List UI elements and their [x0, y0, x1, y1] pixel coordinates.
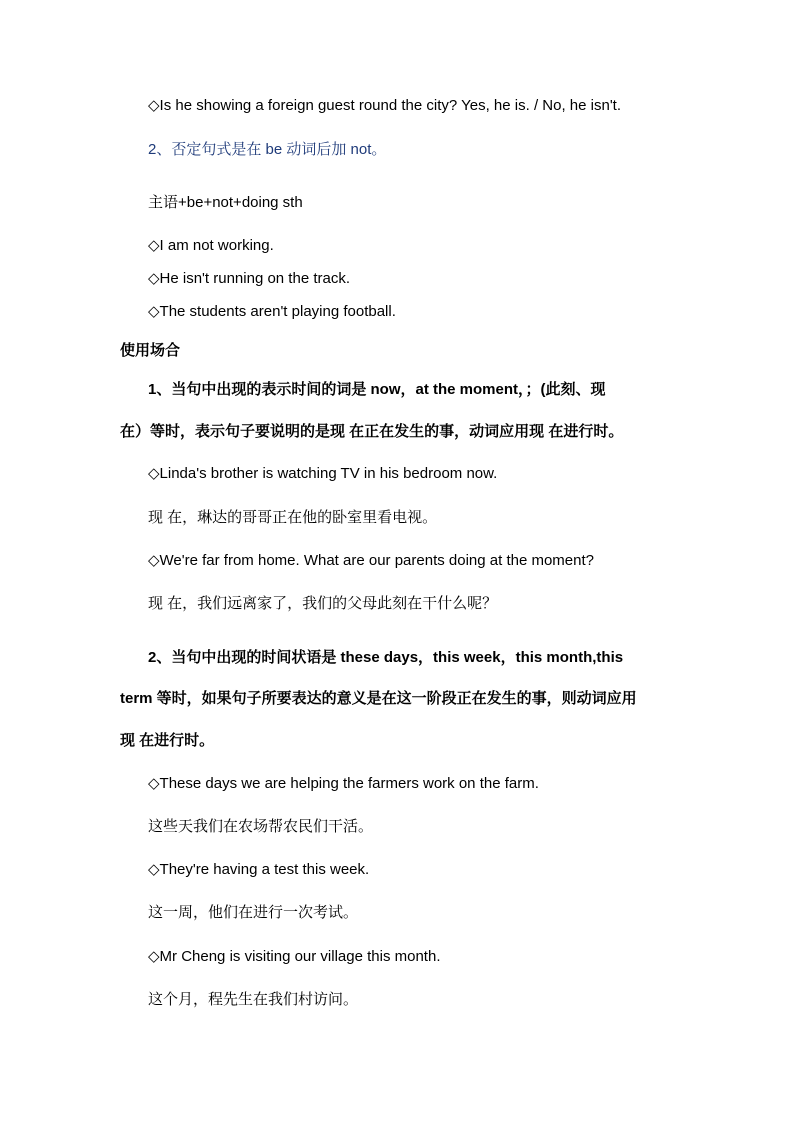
example-negative-1: ◇I am not working.: [148, 237, 274, 254]
example-rule-2-c-zh: 这个月，程先生在我们村访问。: [148, 991, 359, 1008]
usage-section-title: 使用场合: [120, 342, 181, 359]
usage-rule-1-line-1: 1、当句中出现的表示时间的词是 now，at the moment，；(此刻、现: [148, 381, 606, 398]
example-rule-1-a-en: ◇Linda's brother is watching TV in his bedroom now.: [148, 465, 498, 482]
negative-form-heading: 2、否定句式是在 be 动词后加 not。: [148, 141, 387, 158]
example-rule-1-b-zh: 现 在，我们远离家了，我们的父母此刻在干什么呢？: [148, 595, 498, 612]
usage-rule-2-line-3: 现 在进行时。: [120, 732, 215, 749]
negative-formula: 主语+be+not+doing sth: [148, 194, 303, 211]
example-rule-1-b-en: ◇We're far from home. What are our parents doing at the moment?: [148, 552, 594, 569]
example-rule-2-a-zh: 这些天我们在农场帮农民们干活。: [148, 818, 374, 835]
example-negative-2: ◇He isn't running on the track.: [148, 270, 351, 287]
usage-rule-1-line-2: 在）等时，表示句子要说明的是现 在正在发生的事，动词应用现 在进行时。: [120, 423, 624, 440]
example-negative-3: ◇The students aren't playing football.: [148, 303, 396, 320]
usage-rule-2-line-2: term 等时，如果句子所要表达的意义是在这一阶段正在发生的事，则动词应用: [120, 690, 637, 707]
example-rule-2-a-en: ◇These days we are helping the farmers work on the farm.: [148, 775, 539, 792]
usage-rule-2-line-1: 2、当句中出现的时间状语是 these days，this week，this month,this: [148, 649, 624, 666]
example-rule-2-b-zh: 这一周，他们在进行一次考试。: [148, 904, 359, 921]
example-rule-1-a-zh: 现 在，琳达的哥哥正在他的卧室里看电视。: [148, 509, 438, 526]
example-yes-no-question: ◇Is he showing a foreign guest round the city? Yes, he is. / No, he isn't.: [148, 97, 622, 114]
example-rule-2-c-en: ◇Mr Cheng is visiting our village this month.: [148, 948, 441, 965]
example-rule-2-b-en: ◇They're having a test this week.: [148, 861, 370, 878]
